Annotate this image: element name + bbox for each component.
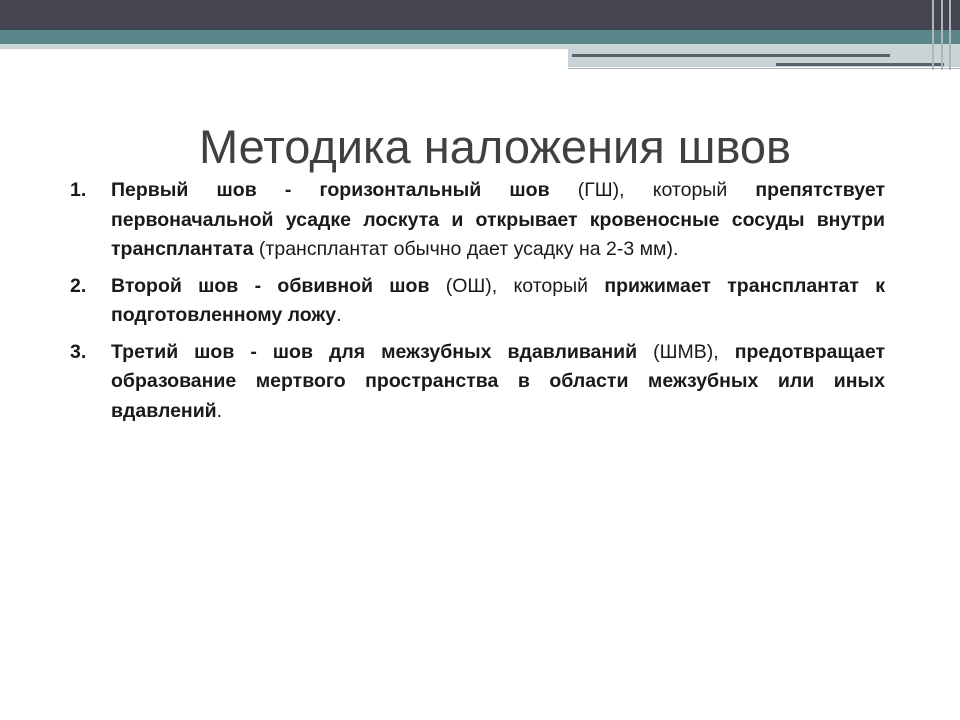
text-regular: .: [216, 399, 223, 422]
header-accent-line: [776, 63, 944, 66]
header-vertical-line: [932, 0, 934, 70]
header-bar-dark: [0, 0, 960, 30]
item-text: [111, 338, 885, 427]
text-regular: (трансплантат обычно дает усадку на 2-3 мм).: [253, 238, 679, 260]
list-item: [70, 338, 885, 427]
header-bar-teal: [0, 30, 960, 44]
text-bold: Второй шов - обвивной шов: [111, 274, 430, 297]
header-vertical-line: [941, 0, 943, 70]
header-divider: [568, 68, 960, 69]
text-bold: предотвращает образование мертвого пространства в области межзубных или иных вдавлений: [111, 340, 885, 422]
slide-title: Методика наложения швов: [198, 120, 792, 174]
text-regular: (ШМВ),: [637, 340, 735, 363]
item-text: [111, 176, 885, 265]
text-regular: .: [336, 304, 342, 326]
header-accent-line: [572, 54, 890, 57]
text-bold: Первый шов - горизонтальный шов: [111, 179, 550, 201]
text-regular: (ГШ), который: [549, 179, 756, 201]
list-item: [70, 272, 885, 331]
text-regular: (ОШ), который: [429, 274, 605, 297]
list-item: [70, 176, 885, 265]
item-number: 2.: [70, 274, 87, 297]
numbered-list: [70, 176, 885, 433]
text-bold: препятствует первоначальной усадке лоскута и открывает кровеносные сосуды внутри трансплантата: [111, 179, 885, 260]
header-vertical-line: [949, 0, 951, 70]
item-number: 3.: [70, 340, 87, 363]
text-bold: Третий шов - шов для межзубных вдавливаний: [111, 340, 638, 363]
item-text: [111, 272, 885, 331]
item-number: 1.: [70, 179, 87, 201]
text-bold: прижимает трансплантат к подготовленному ложу: [111, 274, 885, 326]
